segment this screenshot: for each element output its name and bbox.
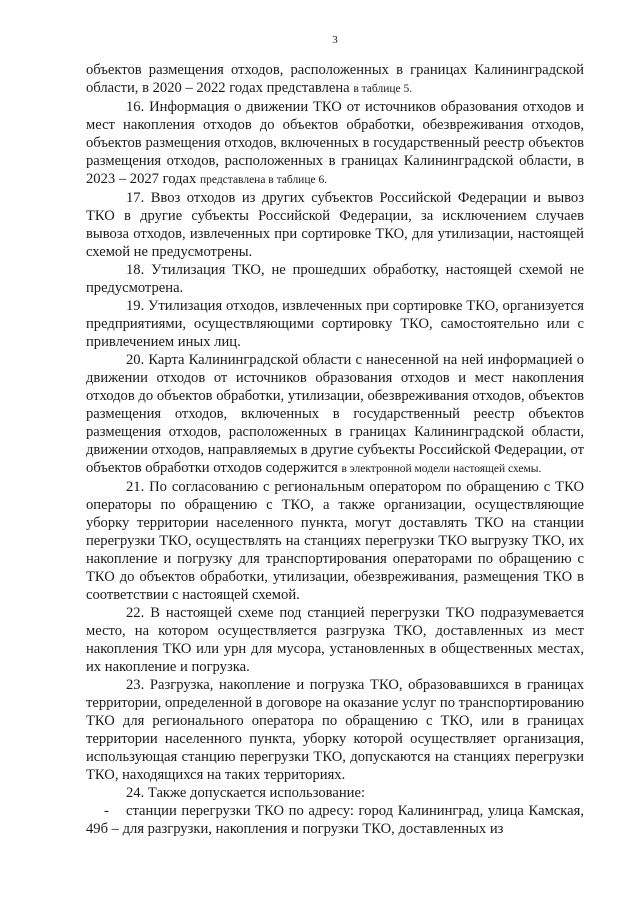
paragraph-15-continuation: объектов размещения отходов, расположенных в границах Калининградской области, в 2020 – 2022 годах представлена в таблице 5. [86,62,584,96]
paragraph-20: 20. Карта Калининградской области с нанесенной на ней информацией о движении отходов от источников образования отходов и мест накопления отходов до объектов обработки, утилизации, обезвреживания отходов, объектов размещения отходов, включенных в государственный реестр объектов размещения отходов, расположенных в границах Калининградской области, движении отходов, направляемых в другие субъекты Российской Федерации, от объектов обработки отходов содержится в электронной модели настоящей схемы. [86,352,584,476]
paragraph-19: 19. Утилизация отходов, извлеченных при сортировке ТКО, организуется предприятиями, осуществляющими сортировку ТКО, самостоятельно или с привлечением иных лиц. [86,298,584,350]
paragraph-22: 22. В настоящей схеме под станцией перегрузки ТКО подразумевается место, на котором осуществляется разгрузка ТКО, доставленных из мест накопления ТКО или урн для мусора, установленных в общественных местах, их накопление и погрузка. [86,605,584,675]
paragraph-21: 21. По согласованию с региональным оператором по обращению с ТКО операторы по обращению с ТКО, а также организации, осуществляющие уборку территории населенного пункта, могут доставлять ТКО на станции перегрузки ТКО, осуществлять на станциях перегрузки ТКО выгрузку ТКО, их накопление и погрузку для транспортирования операторами по обращению с ТКО до объектов обработки, утилизации, обезвреживания, размещения ТКО в соответствии с настоящей схемой. [86,479,584,603]
dash-marker: - [104,803,109,819]
paragraph-18: 18. Утилизация ТКО, не прошедших обработку, настоящей схемой не предусмотрена. [86,262,584,296]
paragraph-24: 24. Также допускается использование: [126,785,365,801]
paragraph-17: 17. Ввоз отходов из других субъектов Российской Федерации и вывоз ТКО в другие субъекты Российской Федерации, за исключением случаев вывоза отходов, извлеченных при сортировке ТКО, для утилизации, настоящей схемой не предусмотрены. [86,190,584,260]
paragraph-23: 23. Разгрузка, накопление и погрузка ТКО, образовавшихся в границах территории, определенной в договоре на оказание услуг по транспортированию ТКО для регионального оператора по обращению с ТКО, или в границах территории населенного пункта, уборку которой осуществляет организация, использующая станцию перегрузки ТКО, допускаются на станциях перегрузки ТКО, находящихся на таких территориях. [86,677,584,783]
dash-list-item-text: станции перегрузки ТКО по адресу: город Калининград, улица Камская, 49б – для разгрузки, накопления и погрузки ТКО, доставленных из [86,803,584,837]
paragraph-16: 16. Информация о движении ТКО от источников образования отходов и мест накопления отходов до объектов обработки, обезвреживания отходов, объектов размещения отходов, включенных в государственный реестр объектов размещения отходов, расположенных в границах Калининградской области, в 2023 – 2027 годах представлена в таблице 6. [86,99,584,187]
page-number: 3 [332,34,338,46]
dash-list-item [86,802,584,838]
